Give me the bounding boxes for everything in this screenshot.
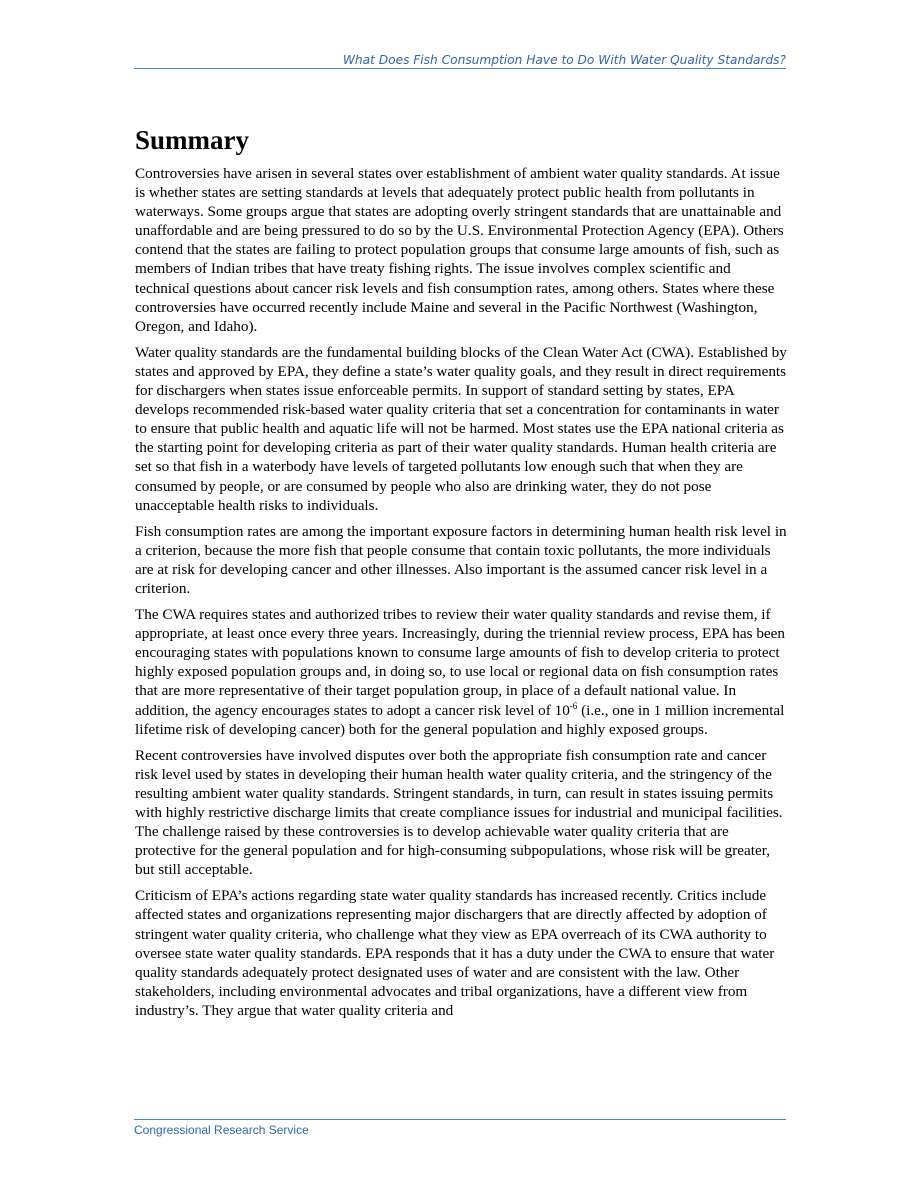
- paragraph: Fish consumption rates are among the important exposure factors in determining human health risk level in a criterion, because the more fish that people consume that contain toxic pollutants, the more individuals are at risk for developing cancer and other illnesses. Also important is the assumed cancer risk level in a criterion.: [135, 522, 787, 597]
- paragraph: Controversies have arisen in several states over establishment of ambient water quality standards. At issue is whether states are setting standards at levels that adequately protect public health from pollutants in waterways. Some groups argue that states are adopting overly stringent standards that are unattainable and unaffordable and are being pressured to do so by the U.S. Environmental Protection Agency (EPA). Others contend that the states are failing to protect population groups that consume large amounts of fish, such as members of Indian tribes that have treaty fishing rights. The issue involves complex scientific and technical questions about cancer risk levels and fish consumption rates, among others. States where these controversies have occurred recently include Maine and several in the Pacific Northwest (Washington, Oregon, and Idaho).: [135, 165, 784, 335]
- page-footer: [134, 1119, 786, 1137]
- exponent: -6: [569, 700, 578, 711]
- section-heading: Summary: [135, 125, 249, 155]
- paragraph-text: (i.e., one in 1 million incremental lifetime risk of developing cancer) both for the general population and highly exposed groups.: [135, 701, 785, 738]
- summary-section: [135, 122, 787, 1027]
- paragraph: [135, 605, 787, 739]
- paragraph: Recent controversies have involved disputes over both the appropriate fish consumption rate and cancer risk level used by states in developing their human health water quality criteria, and the stringency of the resulting ambient water quality standards. Stringent standards, in turn, can result in states issuing permits with highly restrictive discharge limits that create compliance issues for industrial and municipal facilities. The challenge raised by these controversies is to develop achievable water quality criteria that are protective for the general population and for high-consuming subpopulations, whose risk will be greater, but still acceptable.: [135, 746, 783, 879]
- footer-source: Congressional Research Service: [134, 1123, 309, 1137]
- running-title: What Does Fish Consumption Have to Do With Water Quality Standards?: [342, 53, 786, 67]
- paragraph: Water quality standards are the fundamental building blocks of the Clean Water Act (CWA). Established by states and approved by EPA, they define a state’s water quality goals, and they result in direct requirements for dischargers when states issue enforceable permits. In support of standard setting by states, EPA develops recommended risk-based water quality criteria that set a concentration for contaminants in water to ensure that public health and aquatic life will not be harmed. Most states use the EPA national criteria as the starting point for developing criteria as part of their water quality standards. Human health criteria are set so that fish in a waterbody have levels of targeted pollutants low enough such that when they are consumed by people, or are consumed by people who also are drinking water, they do not pose unacceptable health risks to individuals.: [135, 343, 787, 514]
- running-header: [134, 53, 786, 69]
- paragraph-text: The CWA requires states and authorized tribes to review their water quality standards and revise them, if appropriate, at least once every three years. Increasingly, during the triennial review process, EPA has been encouraging states with populations known to consume large amounts of fish to develop criteria to protect highly exposed population groups and, in doing so, to use local or regional data on fish consumption rates that are more representative of their target population group, in place of a default national value. In addition, the agency encourages states to adopt a cancer risk level of 10: [135, 606, 786, 719]
- paragraph: Criticism of EPA’s actions regarding state water quality standards has increased recently. Critics include affected states and organizations representing major dischargers that are directly affected by adoption of stringent water quality criteria, who challenge what they view as EPA overreach of its CWA authority to oversee state water quality standards. EPA responds that it has a duty under the CWA to ensure that water quality standards adequately protect designated uses of water and are consistent with the law. Other stakeholders, including environmental advocates and tribal organizations, have a different view from industry’s. They argue that water quality criteria and: [135, 887, 775, 1019]
